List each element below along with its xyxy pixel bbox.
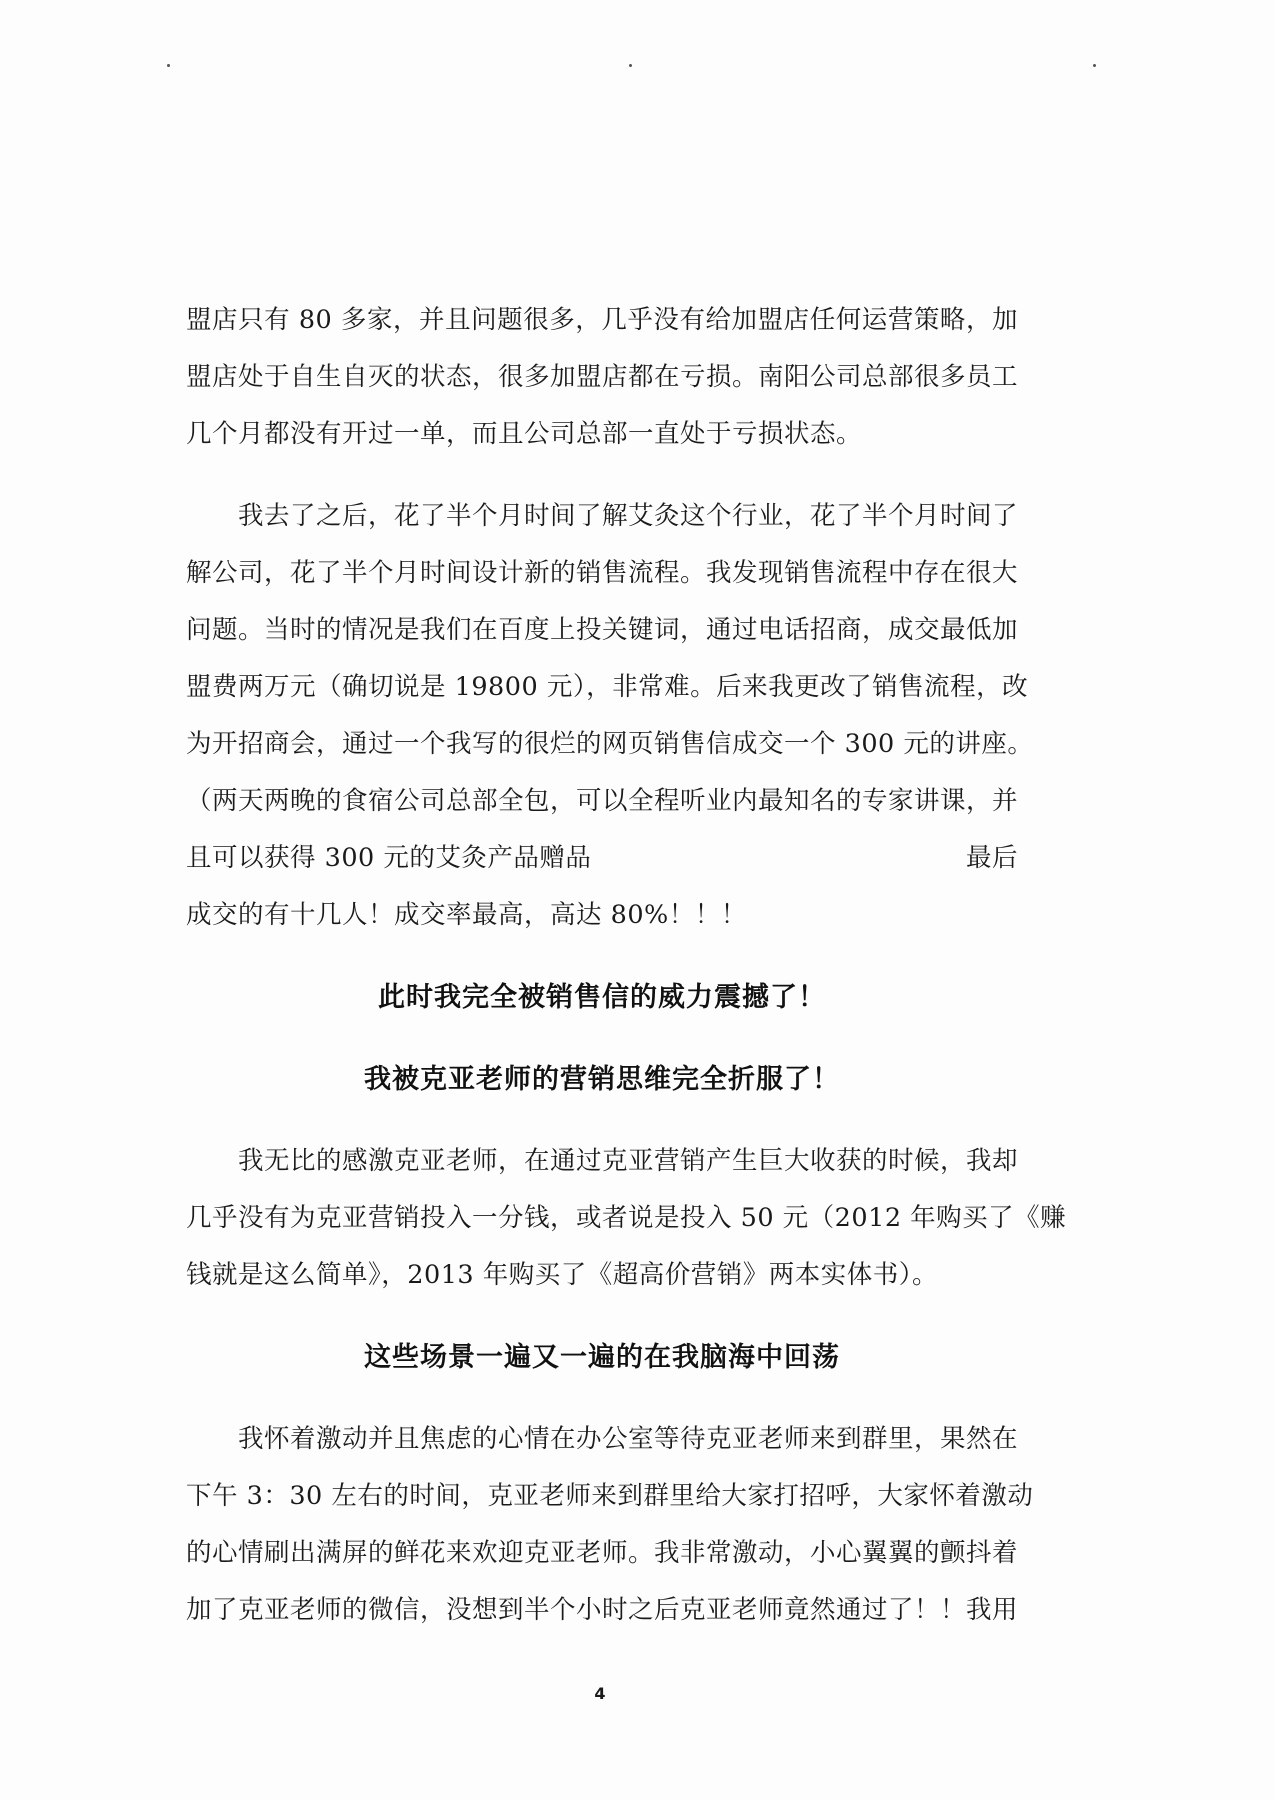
page-number: 4	[594, 1684, 606, 1703]
paragraph-line: 几乎没有为克亚营销投入一分钱，或者说是投入 50 元（2012 年购买了《赚	[186, 1203, 1067, 1233]
paragraph-line-right: 最后	[965, 843, 1018, 873]
paragraph-line: 为开招商会，通过一个我写的很烂的网页销售信成交一个 300 元的讲座。	[186, 729, 1034, 759]
paragraph-line: 盟店只有 80 多家，并且问题很多，几乎没有给加盟店任何运营策略，加	[186, 305, 1018, 335]
paragraph-line: 盟费两万元（确切说是 19800 元），非常难。后来我更改了销售流程，改	[186, 672, 1029, 702]
paragraph-line: 问题。当时的情况是我们在百度上投关键词，通过电话招商，成交最低加	[186, 615, 1019, 645]
paragraph-line: 加了克亚老师的微信，没想到半个小时之后克亚老师竟然通过了！！我用	[186, 1595, 1019, 1625]
paragraph-line	[186, 843, 1018, 873]
paragraph-line-left: 且可以获得 300 元的艾灸产品赠品	[186, 843, 592, 873]
section-heading: 这些场景一遍又一遍的在我脑海中回荡	[364, 1342, 840, 1373]
scan-speck	[167, 64, 170, 67]
section-heading: 我被克亚老师的营销思维完全折服了！	[364, 1064, 840, 1095]
paragraph-line: 我去了之后，花了半个月时间了解艾灸这个行业，花了半个月时间了	[238, 501, 1019, 531]
paragraph-line: 我无比的感激克亚老师，在通过克亚营销产生巨大收获的时候，我却	[238, 1146, 1019, 1176]
paragraph-line: 成交的有十几人！成交率最高，高达 80%！！！	[186, 900, 747, 930]
paragraph-line: 解公司，花了半个月时间设计新的销售流程。我发现销售流程中存在很大	[186, 558, 1019, 588]
section-heading: 此时我完全被销售信的威力震撼了！	[378, 982, 826, 1013]
scan-speck	[1093, 64, 1096, 67]
scan-speck	[629, 64, 632, 67]
paragraph-line: 我怀着激动并且焦虑的心情在办公室等待克亚老师来到群里，果然在	[238, 1424, 1019, 1454]
paragraph-line: 几个月都没有开过一单，而且公司总部一直处于亏损状态。	[186, 419, 863, 449]
paragraph-line: 下午 3：30 左右的时间，克亚老师来到群里给大家打招呼，大家怀着激动	[186, 1481, 1034, 1511]
paragraph-line: 钱就是这么简单》，2013 年购买了《超高价营销》两本实体书）。	[186, 1260, 939, 1290]
paragraph-line: 盟店处于自生自灭的状态，很多加盟店都在亏损。南阳公司总部很多员工	[186, 362, 1019, 392]
paragraph-line: （两天两晚的食宿公司总部全包，可以全程听业内最知名的专家讲课，并	[186, 786, 1019, 816]
paragraph-line: 的心情刷出满屏的鲜花来欢迎克亚老师。我非常激动，小心翼翼的颤抖着	[186, 1538, 1019, 1568]
